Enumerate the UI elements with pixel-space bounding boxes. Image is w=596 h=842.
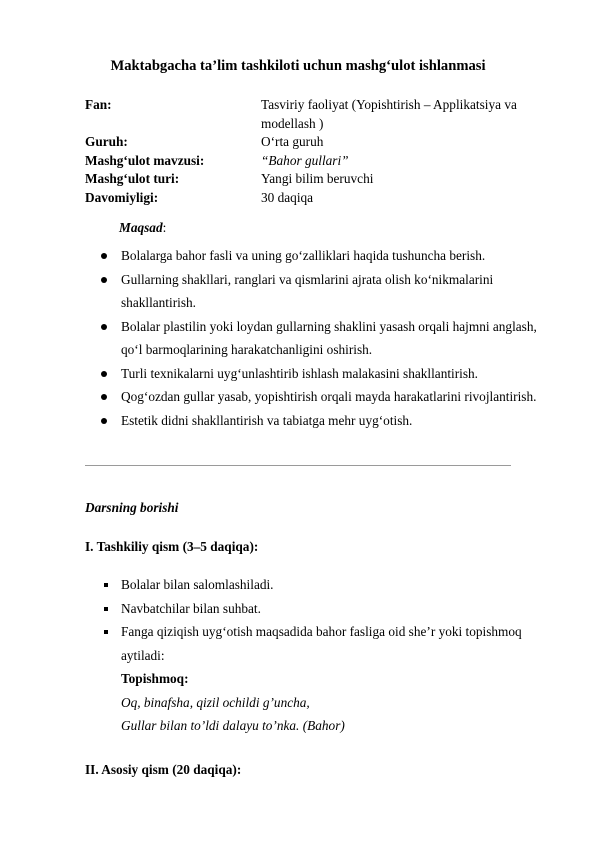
section-heading-organizational: I. Tashkiliy qism (3–5 daqiqa): xyxy=(85,539,259,554)
info-value: 30 daqiqa xyxy=(261,189,314,205)
lesson-info-table xyxy=(85,96,545,207)
info-label: Mashg‘ulot mavzusi: xyxy=(85,152,205,168)
info-row-duration xyxy=(85,189,545,208)
document-title: Maktabgacha ta’lim tashkiloti uchun mashg‘ulot ishlanmasi xyxy=(110,58,486,74)
bullet-icon xyxy=(101,394,107,400)
list-item xyxy=(101,362,541,386)
goal-label: Maqsad xyxy=(119,220,163,235)
info-label: Guruh: xyxy=(85,134,128,149)
section-heading-main: II. Asosiy qism (20 daqiqa): xyxy=(85,762,242,777)
info-value: O‘rta guruh xyxy=(261,134,324,149)
list-item-text: Turli texnikalarni uyg‘unlashtirib ishlash malakasini shakllantirish. xyxy=(121,365,479,381)
info-value: “Bahor gullari” xyxy=(261,152,349,168)
goal-heading xyxy=(119,220,166,236)
list-item xyxy=(101,620,561,667)
list-item-text: Navbatchilar bilan suhbat. xyxy=(121,600,261,616)
bullet-icon xyxy=(104,630,108,634)
info-label: Fan: xyxy=(85,97,112,112)
list-item xyxy=(101,315,541,362)
info-value: Tasviriy faoliyat (Yopishtirish – Applikatsiya va modellash ) xyxy=(261,97,517,131)
list-item xyxy=(101,597,561,621)
info-label: Davomiyligi: xyxy=(85,189,159,205)
organizational-list xyxy=(101,573,561,667)
bullet-icon xyxy=(101,418,107,424)
info-row-topic xyxy=(85,152,545,171)
riddle-line: Gullar bilan to’ldi dalayu to’nka. (Bahor) xyxy=(121,718,345,733)
list-item-text: Bolalar plastilin yoki loydan gullarning shaklini yasash orqali hajmni anglash, qo‘l barmoqlarining harakatchanligini oshirish. xyxy=(121,318,537,357)
riddle-title: Topishmoq: xyxy=(121,671,189,686)
riddle-line: Oq, binafsha, qizil ochildi g’uncha, xyxy=(121,694,310,710)
list-item-text: Gullarning shakllari, ranglari va qismlarini ajrata olish ko‘nikmalarini shakllantirish. xyxy=(121,271,494,310)
info-value: Yangi bilim beruvchi xyxy=(261,171,374,186)
info-row-group xyxy=(85,133,545,152)
list-item xyxy=(101,573,561,597)
lesson-progress-heading: Darsning borishi xyxy=(85,500,179,515)
bullet-icon xyxy=(101,324,107,330)
list-item xyxy=(101,244,541,268)
goal-list xyxy=(101,244,541,432)
list-item-text: Fanga qiziqish uyg‘otish maqsadida bahor fasliga oid she’r yoki topishmoq aytiladi: xyxy=(121,624,522,663)
list-item-text: Estetik didni shakllantirish va tabiatga mehr uyg‘otish. xyxy=(121,412,413,428)
horizontal-divider xyxy=(85,465,511,466)
bullet-icon xyxy=(101,277,107,283)
list-item-text: Bolalarga bahor fasli va uning go‘zalliklari haqida tushuncha berish. xyxy=(121,248,486,263)
list-item xyxy=(101,409,541,433)
list-item xyxy=(101,385,541,409)
bullet-icon xyxy=(104,583,108,587)
info-row-subject xyxy=(85,96,545,133)
list-item-text: Bolalar bilan salomlashiladi. xyxy=(121,577,274,592)
bullet-icon xyxy=(101,371,107,377)
list-item-text: Qog‘ozdan gullar yasab, yopishtirish orqali mayda harakatlarini rivojlantirish. xyxy=(121,389,537,404)
bullet-icon xyxy=(104,607,108,611)
riddle-block xyxy=(121,667,345,738)
goal-colon: : xyxy=(162,220,167,235)
info-row-type xyxy=(85,170,545,189)
bullet-icon xyxy=(101,253,107,259)
info-label: Mashg‘ulot turi: xyxy=(85,171,180,186)
list-item xyxy=(101,268,541,315)
